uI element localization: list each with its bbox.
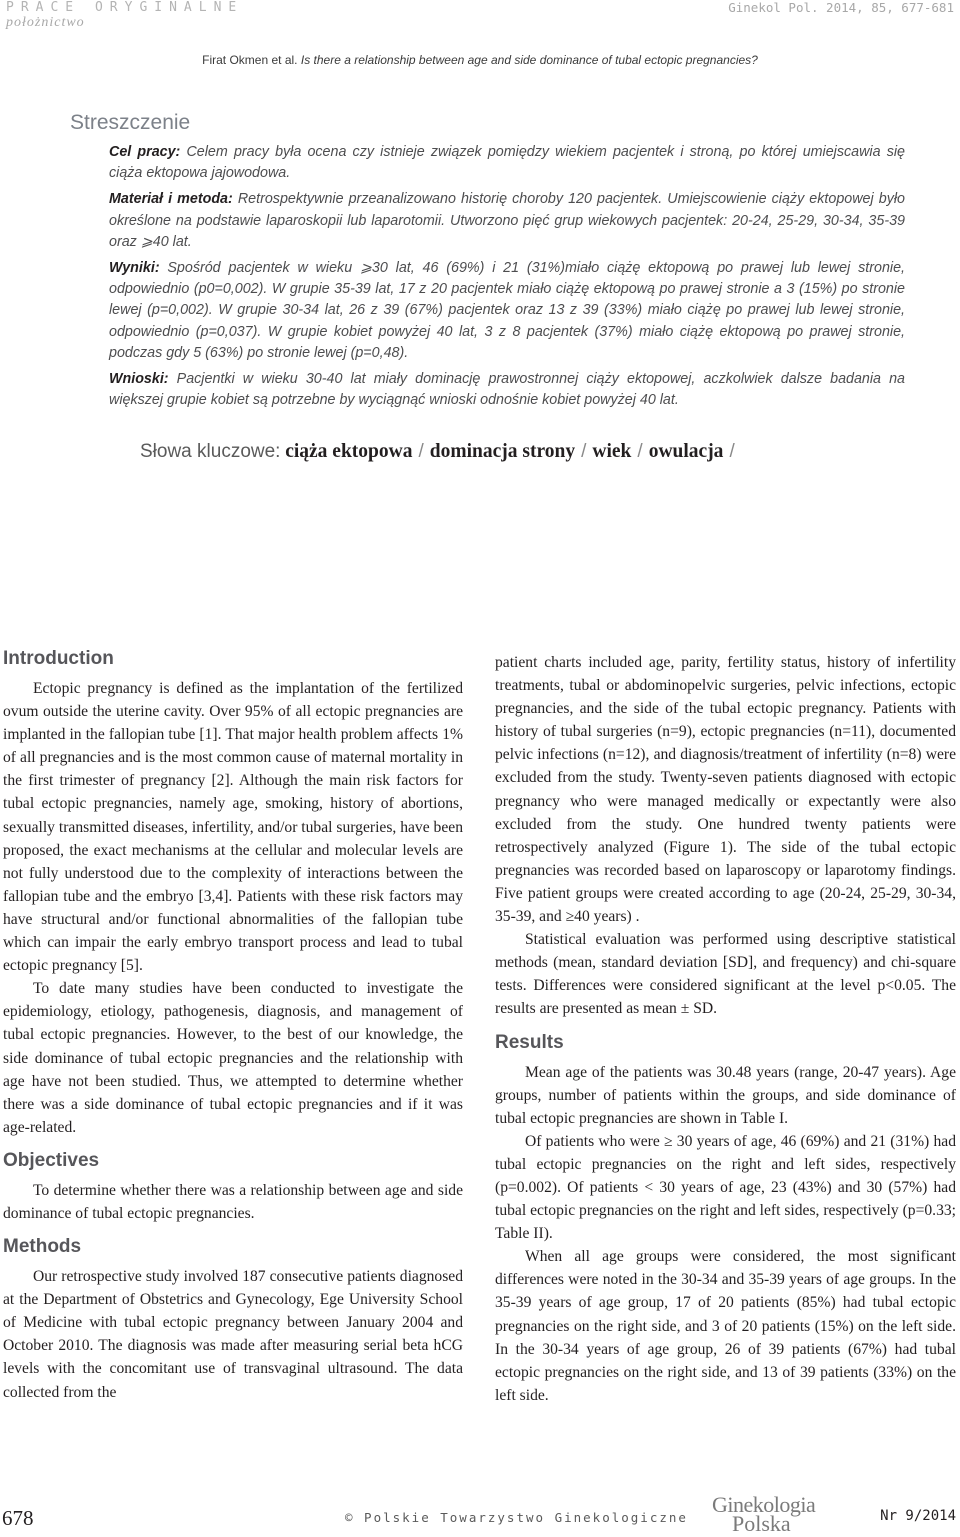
- results-heading: Results: [495, 1031, 564, 1053]
- keyword-term: dominacja strony: [429, 441, 576, 462]
- subsection-label: położnictwo: [6, 15, 85, 30]
- introduction-paragraph: To date many studies have been conducted to investigate the epidemiology, etiology, pathogenesis, diagnosis, and management of tubal ectopic pregnancies. However, to the best of our knowledge, the side dominance of tubal ectopic pregnancies and the relationship with age have not been studied. Thus, we attempted to determine whether there was a side dominance of tubal ectopic pregnancies and if it was age-related.: [3, 980, 463, 1136]
- abstract-heading: Streszczenie: [70, 111, 191, 134]
- methods-continued-paragraph: patient charts included age, parity, fertility status, history of infertility treatments, tubal or abdominopelvic surgeries, pelvic infections, ectopic pregnancies, and the side of the tubal ectopic pregnancy. Patients with history of tubal surgeries (n=9), ectopic pregnancies (n=11), documented pelvic infections (n=12), and diagnosis/treatment of infertility (n=8) were excluded from the study. Twenty-seven patients diagnosed with ectopic pregnancy who were managed medically or expectantly were also excluded from the study. One hundred twenty patients were retrospectively analyzed (Figure 1). The side of the tubal ectopic pregnancies was recorded based on laparoscopy or laparotomy findings. Five patient groups were created according to age (20-24, 25-29, 30-34, 35-39, and ≥40 years) .: [495, 654, 956, 926]
- methods-paragraph: Our retrospective study involved 187 consecutive patients diagnosed at the Department of Obstetrics and Gynecology, Ege University School of Medicine with tubal ectopic pregnancy between January 2004 and October 2010. The diagnosis was made after measuring serial beta hCG levels with the concomitant use of transvaginal ultrasound. The data collected from the: [3, 1268, 463, 1401]
- methods-heading: Methods: [3, 1236, 82, 1258]
- journal-citation: Ginekol Pol. 2014, 85, 677-681: [728, 0, 954, 15]
- keyword-separator: /: [637, 441, 643, 462]
- abstract-aim-label: Cel pracy:: [109, 144, 181, 160]
- results-paragraph: Mean age of the patients was 30.48 years (range, 20-47 years). Age groups, number of patients within the groups, and side dominance of tubal ectopic pregnancies are shown in Table I.: [495, 1063, 956, 1127]
- keyword-separator: /: [581, 441, 587, 462]
- journal-logo-line1: Ginekologia: [712, 1492, 816, 1517]
- abstract-aim-text: Celem pracy była ocena czy istnieje związek pomiędzy wiekiem pacjentek i stroną, po której umiejscawia się ciąża ektopowa jajowodowa.: [109, 144, 905, 182]
- objectives-paragraph: To determine whether there was a relationship between age and side dominance of tubal ectopic pregnancies.: [3, 1181, 463, 1222]
- left-column: [3, 647, 463, 1404]
- copyright-society: © Polskie Towarzystwo Ginekologiczne: [345, 1510, 688, 1525]
- objectives-heading: Objectives: [3, 1149, 100, 1171]
- keyword-term: ciąża ektopowa: [285, 441, 413, 462]
- results-paragraph: When all age groups were considered, the most significant differences were noted in the 30-34 and 35-39 years of age groups. In the 35-39 years of age group, 17 of 20 patients (85%) had tubal ectopic pregnancies on the right side, and 3 of 20 patients (15%) on the left side. In the 30-34 years of age group, 26 of 39 patients (67%) had tubal ectopic pregnancies on the right side, and 13 of 39 patients (33%) on the left side.: [495, 1248, 956, 1404]
- page-number: 678: [2, 1506, 34, 1530]
- abstract-results-text: Spośród pacjentek w wieku ⩾30 lat, 46 (69%) i 21 (31%)miało ciążę ektopową po prawej lub lewej stronie, odpowiednio (p0=0,002). W grupie 35-39 lat, 17 z 20 pacjentek miało ciążę ektopową po prawej stronie a 3 (15%) po stronie lewej (p=0,002). W grupie 30-34 lat, 26 z 39 (67%) pacjentek oraz 13 z 39 (33%) miało ciążę po prawej lub lewej stronie, odpowiednio (p=0,037). W grupie kobiet powyżej 40 lat, 3 z 8 pacjentek (37%) miało ciążę ektopową po prawej stronie, podczas gdy 5 (63%) po stronie lewej (p=0,48).: [109, 260, 905, 361]
- keyword-separator: /: [729, 441, 735, 462]
- introduction-heading: Introduction: [3, 648, 114, 669]
- abstract-body: [109, 142, 905, 416]
- right-column: [495, 651, 956, 1407]
- issue-number: Nr 9/2014: [880, 1508, 956, 1524]
- introduction-paragraph: Ectopic pregnancy is defined as the implantation of the fertilized ovum outside the uterine cavity. Over 95% of all ectopic pregnancies are implanted in the fallopian tube [1]. That major health problem affects 1% of all pregnancies and is the most common cause of maternal mortality in the first trimester of pregnancy [2]. Although the main risk factors for tubal ectopic pregnancies, namely age, smoking, history of abortions, sexually transmitted diseases, infertility, and/or tubal surgeries, have been proposed, the exact mechanisms at the cellular and molecular levels are not fully understood due to the complexity of interactions between the fallopian tube and the embryo [3,4]. Patients with these risk factors may have structural and/or functional abnormalities of the fallopian tube which can impair the early embryo transport process and lead to tubal ectopic pregnancy [5].: [3, 680, 463, 975]
- abstract-aim: [109, 142, 905, 184]
- results-paragraph: Of patients who were ≥ 30 years of age, 46 (69%) and 21 (31%) had tubal ectopic pregnancies on the right and left sides, respectively (p=0.002). Of patients < 30 years of age, 23 (43%) and 30 (57%) had tubal ectopic pregnancies on the right and left sides, respectively (p=0.33; Table II).: [495, 1132, 956, 1243]
- keywords: [140, 441, 741, 463]
- section-label: PRACE ORYGINALNE: [6, 0, 244, 15]
- abstract-methods: [109, 189, 905, 253]
- running-head-title: Is there a relationship between age and side dominance of tubal ectopic pregnancies?: [300, 53, 758, 67]
- abstract-methods-label: Materiał i metoda:: [109, 191, 233, 208]
- running-head: [0, 53, 960, 67]
- journal-logo: [712, 1492, 834, 1536]
- statistics-paragraph: Statistical evaluation was performed using descriptive statistical methods (mean, standard deviation [SD], and frequency) and chi-square tests. Differences were considered significant at the level p<0.05. The results are presented as mean ± SD.: [495, 931, 956, 1018]
- running-head-authors: Firat Okmen et al.: [202, 53, 298, 67]
- keyword-term: wiek: [592, 441, 632, 462]
- keyword-separator: /: [418, 441, 424, 462]
- abstract-methods-text: Retrospektywnie przeanalizowano historię choroby 120 pacjentek. Umiejscowienie ciąży ektopowej było określone na podstawie laparoskopii lub laparotomii. Utworzono pięć grup wiekowych pacjentek: 20-24, 25-29, 30-34, 35-39 oraz ⩾40 lat.: [109, 191, 905, 250]
- abstract-conclusions-text: Pacjentki w wieku 30-40 lat miały dominację prawostronnej ciąży ektopowej, aczkolwiek dalsze badania na większej grupie kobiet są potrzebne by wyciągnąć wnioski odnośnie kobiet powyżej 40 lat.: [109, 371, 905, 409]
- journal-logo-line2: Polska: [732, 1511, 791, 1536]
- keyword-term: owulacja: [648, 441, 724, 462]
- abstract-results: [109, 258, 905, 364]
- abstract-conclusions-label: Wnioski:: [109, 371, 169, 388]
- abstract-conclusions: [109, 369, 905, 411]
- abstract-results-label: Wyniki:: [109, 260, 160, 277]
- keywords-label: Słowa kluczowe:: [140, 441, 281, 462]
